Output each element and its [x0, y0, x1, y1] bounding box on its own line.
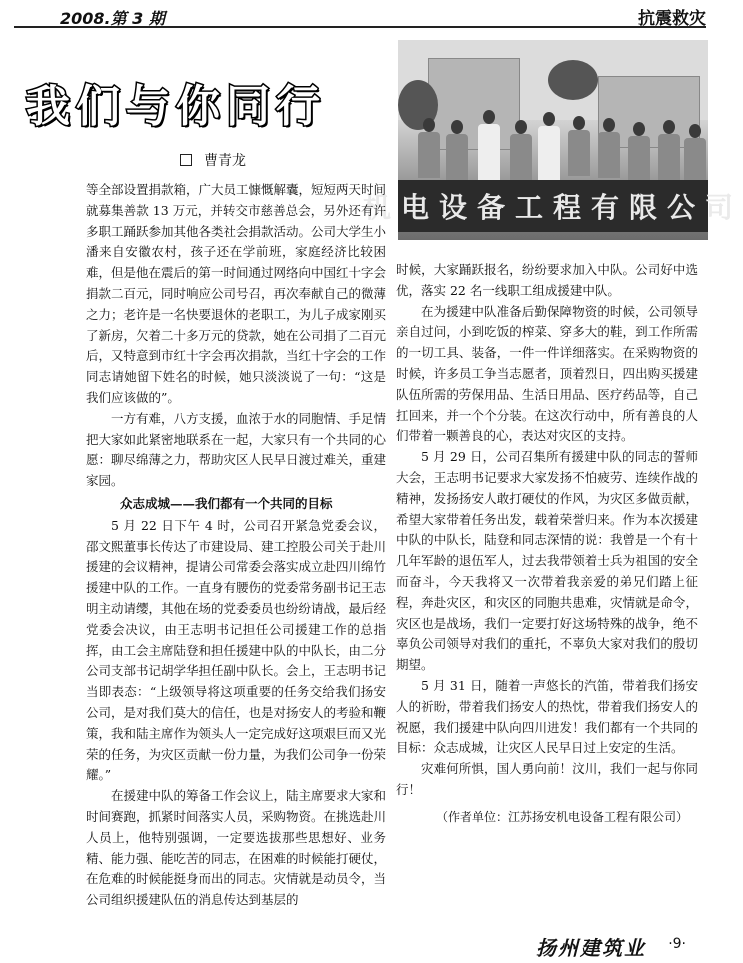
section-label: 抗震救灾 — [638, 9, 706, 29]
paragraph: 等全部设置捐款箱，广大员工慷慨解囊，短短两天时间就募集善款 13 万元，并转交市慈善总会，另外还有许多职工踊跃参加其他各类社会捐款活动。公司大学生小潘来自安徽农村，孩子还在学前班，家庭经济比较困难，但是他在震后的第一时间通过网络向中国红十字会捐款二百元，同时响应公司号召，再次奉献自己的微薄之力；老许是一名快要退休的老职工，为儿子成家刚买了新房，欠着二十多万元的贷款，她在公司捐了二百元后，又特意到市红十字会再次捐款，当红十字会的工作同志请她留下姓名的时候，她只淡淡说了一句：“这是我们应该做的”。 — [86, 182, 387, 405]
page-number: ·9· — [668, 936, 686, 952]
paragraph: 灾难何所惧，国人勇向前！汶川，我们一起与你同行！ — [396, 761, 698, 797]
paragraph: 在援建中队的筹备工作会议上，陆主席要求大家和时间赛跑，抓紧时间落实人员，采购物资。在挑选赴川人员上，他特别强调，一定要选拔那些思想好、业务精、能力强、能吃苦的同志，在困难的时候能打硬仗，在危难的时候能挺身而出的同志。灾情就是动员令，当公司组织援建队伍的消息传达到基层的 — [86, 788, 387, 908]
article-photo — [363, 40, 743, 240]
article-column-left — [86, 180, 386, 911]
paragraph: 5 月 22 日下午 4 时，公司召开紧急党委会议，邵文熙董事长传达了市建设局、建工控股公司关于赴川援建的会议精神，提请公司常委会落实成立赴四川绵竹援建中队的工作。一直身有腰伤的党委常务副书记王志明主动请缨，其他在场的党委委员也纷纷请战，最后经党委会决议，由王志明书记担任公司援建工作的总指挥，由工会主席陆登和担任援建中队的中队长，由二分公司支部书记胡学华担任副中队长。会上，王志明书记当即表态：“上级领导将这项重要的任务交给我们扬安公司，是对我们莫大的信任，也是对扬安人的考验和鞭策，我和陆主席作为领头人一定完成好这项艰巨而又光荣的任务，为灾区贡献一份力量，为我们公司争一份荣耀。” — [86, 517, 387, 783]
paragraph: 时候，大家踊跃报名，纷纷要求加入中队。公司好中选优，落实 22 名一线职工组成援建中队。 — [396, 262, 698, 298]
section-heading: 众志成城——我们都有一个共同的目标 — [120, 495, 333, 511]
author-name: 曹青龙 — [204, 153, 246, 169]
issue-label: 2008.第 3 期 — [60, 9, 165, 28]
author-box-icon — [180, 154, 192, 166]
photo-banner-text: 机电设备工程有限公司 — [363, 191, 743, 224]
magazine-brand: 扬州建筑业 — [536, 936, 646, 960]
author-line — [180, 150, 246, 170]
header-divider — [14, 26, 706, 28]
photo-building — [428, 58, 520, 150]
photo-tree — [548, 60, 598, 100]
photo-banner — [363, 180, 743, 232]
author-affiliation: （作者单位：江苏扬安机电设备工程有限公司） — [435, 809, 688, 824]
paragraph: 一方有难，八方支援，血浓于水的同胞情、手足情把大家如此紧密地联系在一起，大家只有一个共同的心愿：聊尽绵薄之力，帮助灾区人民早日渡过难关，重建家园。 — [86, 410, 387, 489]
paragraph: 5 月 31 日，随着一声悠长的汽笛，带着我们扬安人的祈盼，带着我们扬安人的热忱，带着我们扬安人的祝愿，我们援建中队向四川进发！我们都有一个共同的目标：众志成城，让灾区人民早日过上安定的生活。 — [396, 677, 698, 756]
article-column-right — [396, 260, 698, 828]
article-title: 我们与你同行 — [26, 81, 326, 132]
paragraph: 5 月 29 日，公司召集所有援建中队的同志的誓师大会，王志明书记要求大家发扬不怕疲劳、连续作战的精神，发扬扬安人敢打硬仗的作风，为灾区多做贡献，希望大家带着任务出发，载着荣誉归来。作为本次援建中队的中队长，陆登和同志深情的说：我曾是一个有十几年军龄的退伍军人，过去我带领着士兵为祖国的安全而奋斗，今天我将又一次带着我亲爱的弟兄们踏上征程，奔赴灾区，和灾区的同胞共患难，灾情就是命令，灾区也是战场，我们一定要打好这场特殊的战争，绝不辜负公司领导对我们的重托，不辜负大家对我们的殷切期望。 — [396, 449, 698, 673]
paragraph: 在为援建中队准备后勤保障物资的时候，公司领导亲自过问，小到吃饭的榨菜、穿多大的鞋，到工作所需的一切工具、装备，一件一件详细落实。在采购物资的时候，许多员工争当志愿者，顶着烈日，四出购买援建队伍所需的劳保用品、生活日用品、医疗药品等，自己扛回来，并一个个分装。在这次行动中，所有善良的人们带着一颗善良的心，表达对灾区的支持。 — [396, 303, 698, 444]
